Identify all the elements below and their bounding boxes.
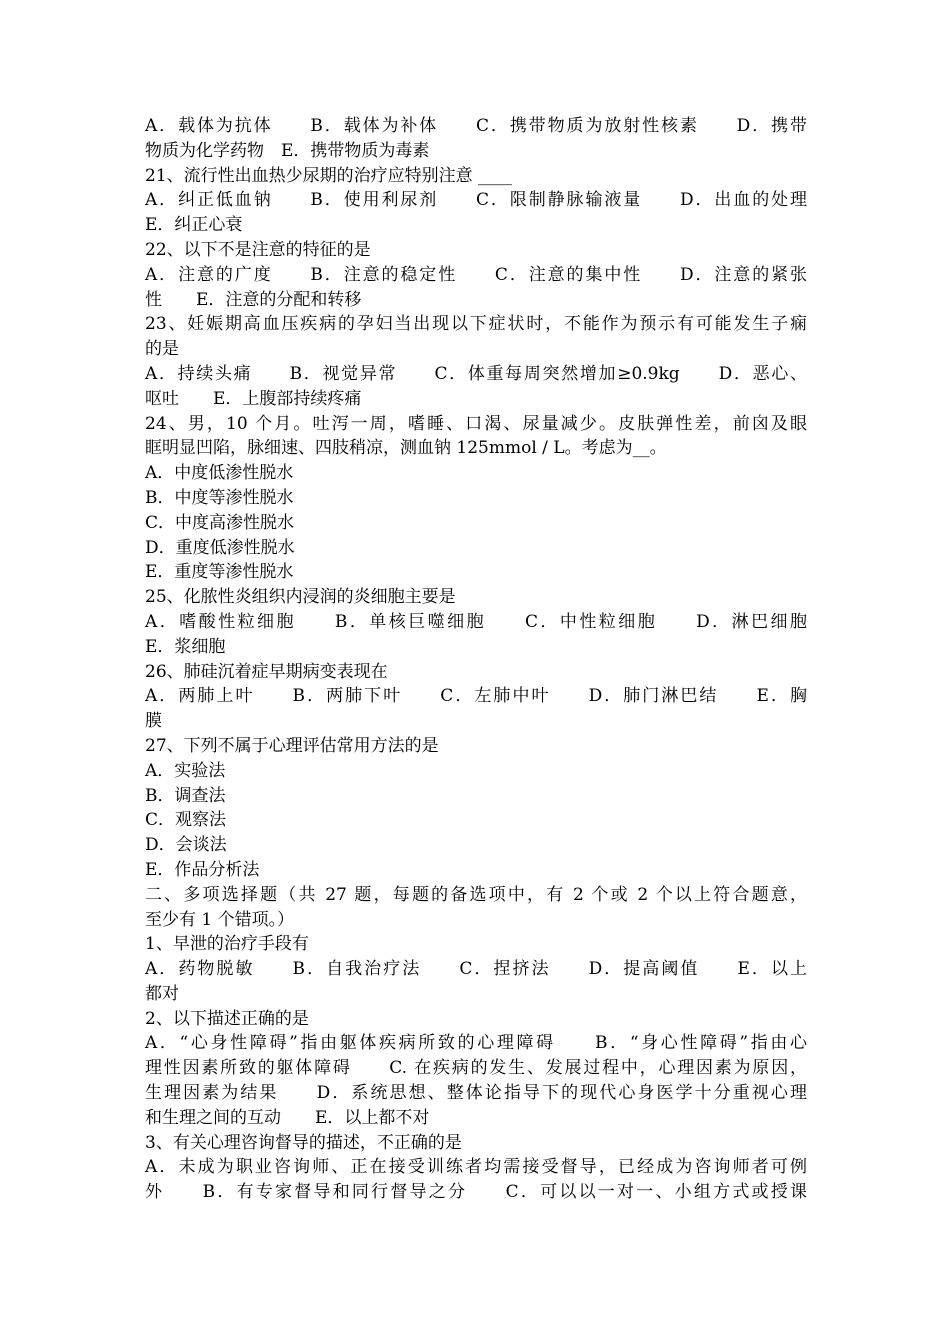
text-line: 和生理之间的互动 E．以上都不对 — [145, 1107, 430, 1128]
text-line: 3、有关心理咨询督导的描述，不正确的是 — [145, 1132, 462, 1153]
text-line: 24、男，10 个月。吐泻一周，嗜睡、口渴、尿量减少。皮肤弹性差，前囟及眼 — [145, 413, 807, 434]
text-line: B．调查法 — [145, 785, 226, 806]
text-line: D．会谈法 — [145, 835, 227, 856]
text-line: A．嗜酸性粒细胞 B．单核巨噬细胞 C．中性粒细胞 D．淋巴细胞 — [145, 611, 807, 632]
text-line: 22、以下不是注意的特征的是 — [145, 239, 371, 260]
text-line: 都对 — [145, 983, 179, 1004]
text-line: 2、以下描述正确的是 — [145, 1008, 309, 1029]
text-line: 外 B．有专家督导和同行督导之分 C．可以以一对一、小组方式或授课 — [145, 1182, 807, 1203]
text-line: A．实验法 — [145, 760, 226, 781]
text-line: E．纠正心衰 — [145, 215, 243, 236]
text-line: 膜 — [145, 711, 162, 732]
text-line: 21、流行性出血热少尿期的治疗应特别注意 ____ — [145, 165, 513, 186]
text-line: 27、下列不属于心理评估常用方法的是 — [145, 735, 439, 756]
document-page — [145, 114, 807, 1205]
text-line: 眶明显凹陷，脉细速、四肢稍凉，测血钠 125mmol / L。考虑为__。 — [145, 438, 667, 459]
text-line: 25、化脓性炎组织内浸润的炎细胞主要是 — [145, 587, 456, 608]
text-line: B．中度等渗性脱水 — [145, 487, 294, 508]
text-line: E．浆细胞 — [145, 636, 226, 657]
text-line: C．观察法 — [145, 810, 227, 831]
text-line: A．注意的广度 B．注意的稳定性 C．注意的集中性 D．注意的紧张 — [145, 264, 807, 285]
text-line: 二、多项选择题（共 27 题，每题的备选项中，有 2 个或 2 个以上符合题意， — [145, 884, 807, 905]
text-line: A．未成为职业咨询师、正在接受训练者均需接受督导，已经成为咨询师者可例 — [145, 1157, 807, 1178]
text-line: E．作品分析法 — [145, 859, 260, 880]
text-line: 26、肺硅沉着症早期病变表现在 — [145, 661, 388, 682]
text-line: A．持续头痛 B．视觉异常 C．体重每周突然增加≥0.9kg D．恶心、 — [145, 363, 807, 384]
text-line: A．纠正低血钠 B．使用利尿剂 C．限制静脉输液量 D．出血的处理 — [145, 190, 807, 211]
text-line: 物质为化学药物 E．携带物质为毒素 — [145, 140, 430, 161]
text-line: 理性因素所致的躯体障碍 C. 在疾病的发生、发展过程中，心理因素为原因， — [145, 1058, 807, 1079]
text-line: A．两肺上叶 B．两肺下叶 C．左肺中叶 D．肺门淋巴结 E．胸 — [145, 686, 807, 707]
text-line: C．中度高渗性脱水 — [145, 512, 295, 533]
text-line: 至少有 1 个错项。） — [145, 909, 295, 930]
text-line: 的是 — [145, 339, 179, 360]
text-line: 呕吐 E．上腹部持续疼痛 — [145, 388, 362, 409]
text-line: 生理因素为结果 D．系统思想、整体论指导下的现代心身医学十分重视心理 — [145, 1083, 807, 1104]
text-line: A．“心身性障碍”指由躯体疾病所致的心理障碍 B．“身心性障碍”指由心 — [145, 1033, 807, 1054]
text-line: D．重度低渗性脱水 — [145, 537, 295, 558]
text-line: A．中度低渗性脱水 — [145, 463, 294, 484]
text-line: 1、早泄的治疗手段有 — [145, 934, 309, 955]
text-line: A．药物脱敏 B．自我治疗法 C．捏挤法 D．提高阈值 E．以上 — [145, 959, 807, 980]
text-line: E．重度等渗性脱水 — [145, 562, 294, 583]
text-line: 23、妊娠期高血压疾病的孕妇当出现以下症状时，不能作为预示有可能发生子痫 — [145, 314, 807, 335]
text-line: 性 E．注意的分配和转移 — [145, 289, 362, 310]
text-line: A．载体为抗体 B．载体为补体 C．携带物质为放射性核素 D．携带 — [145, 116, 807, 136]
